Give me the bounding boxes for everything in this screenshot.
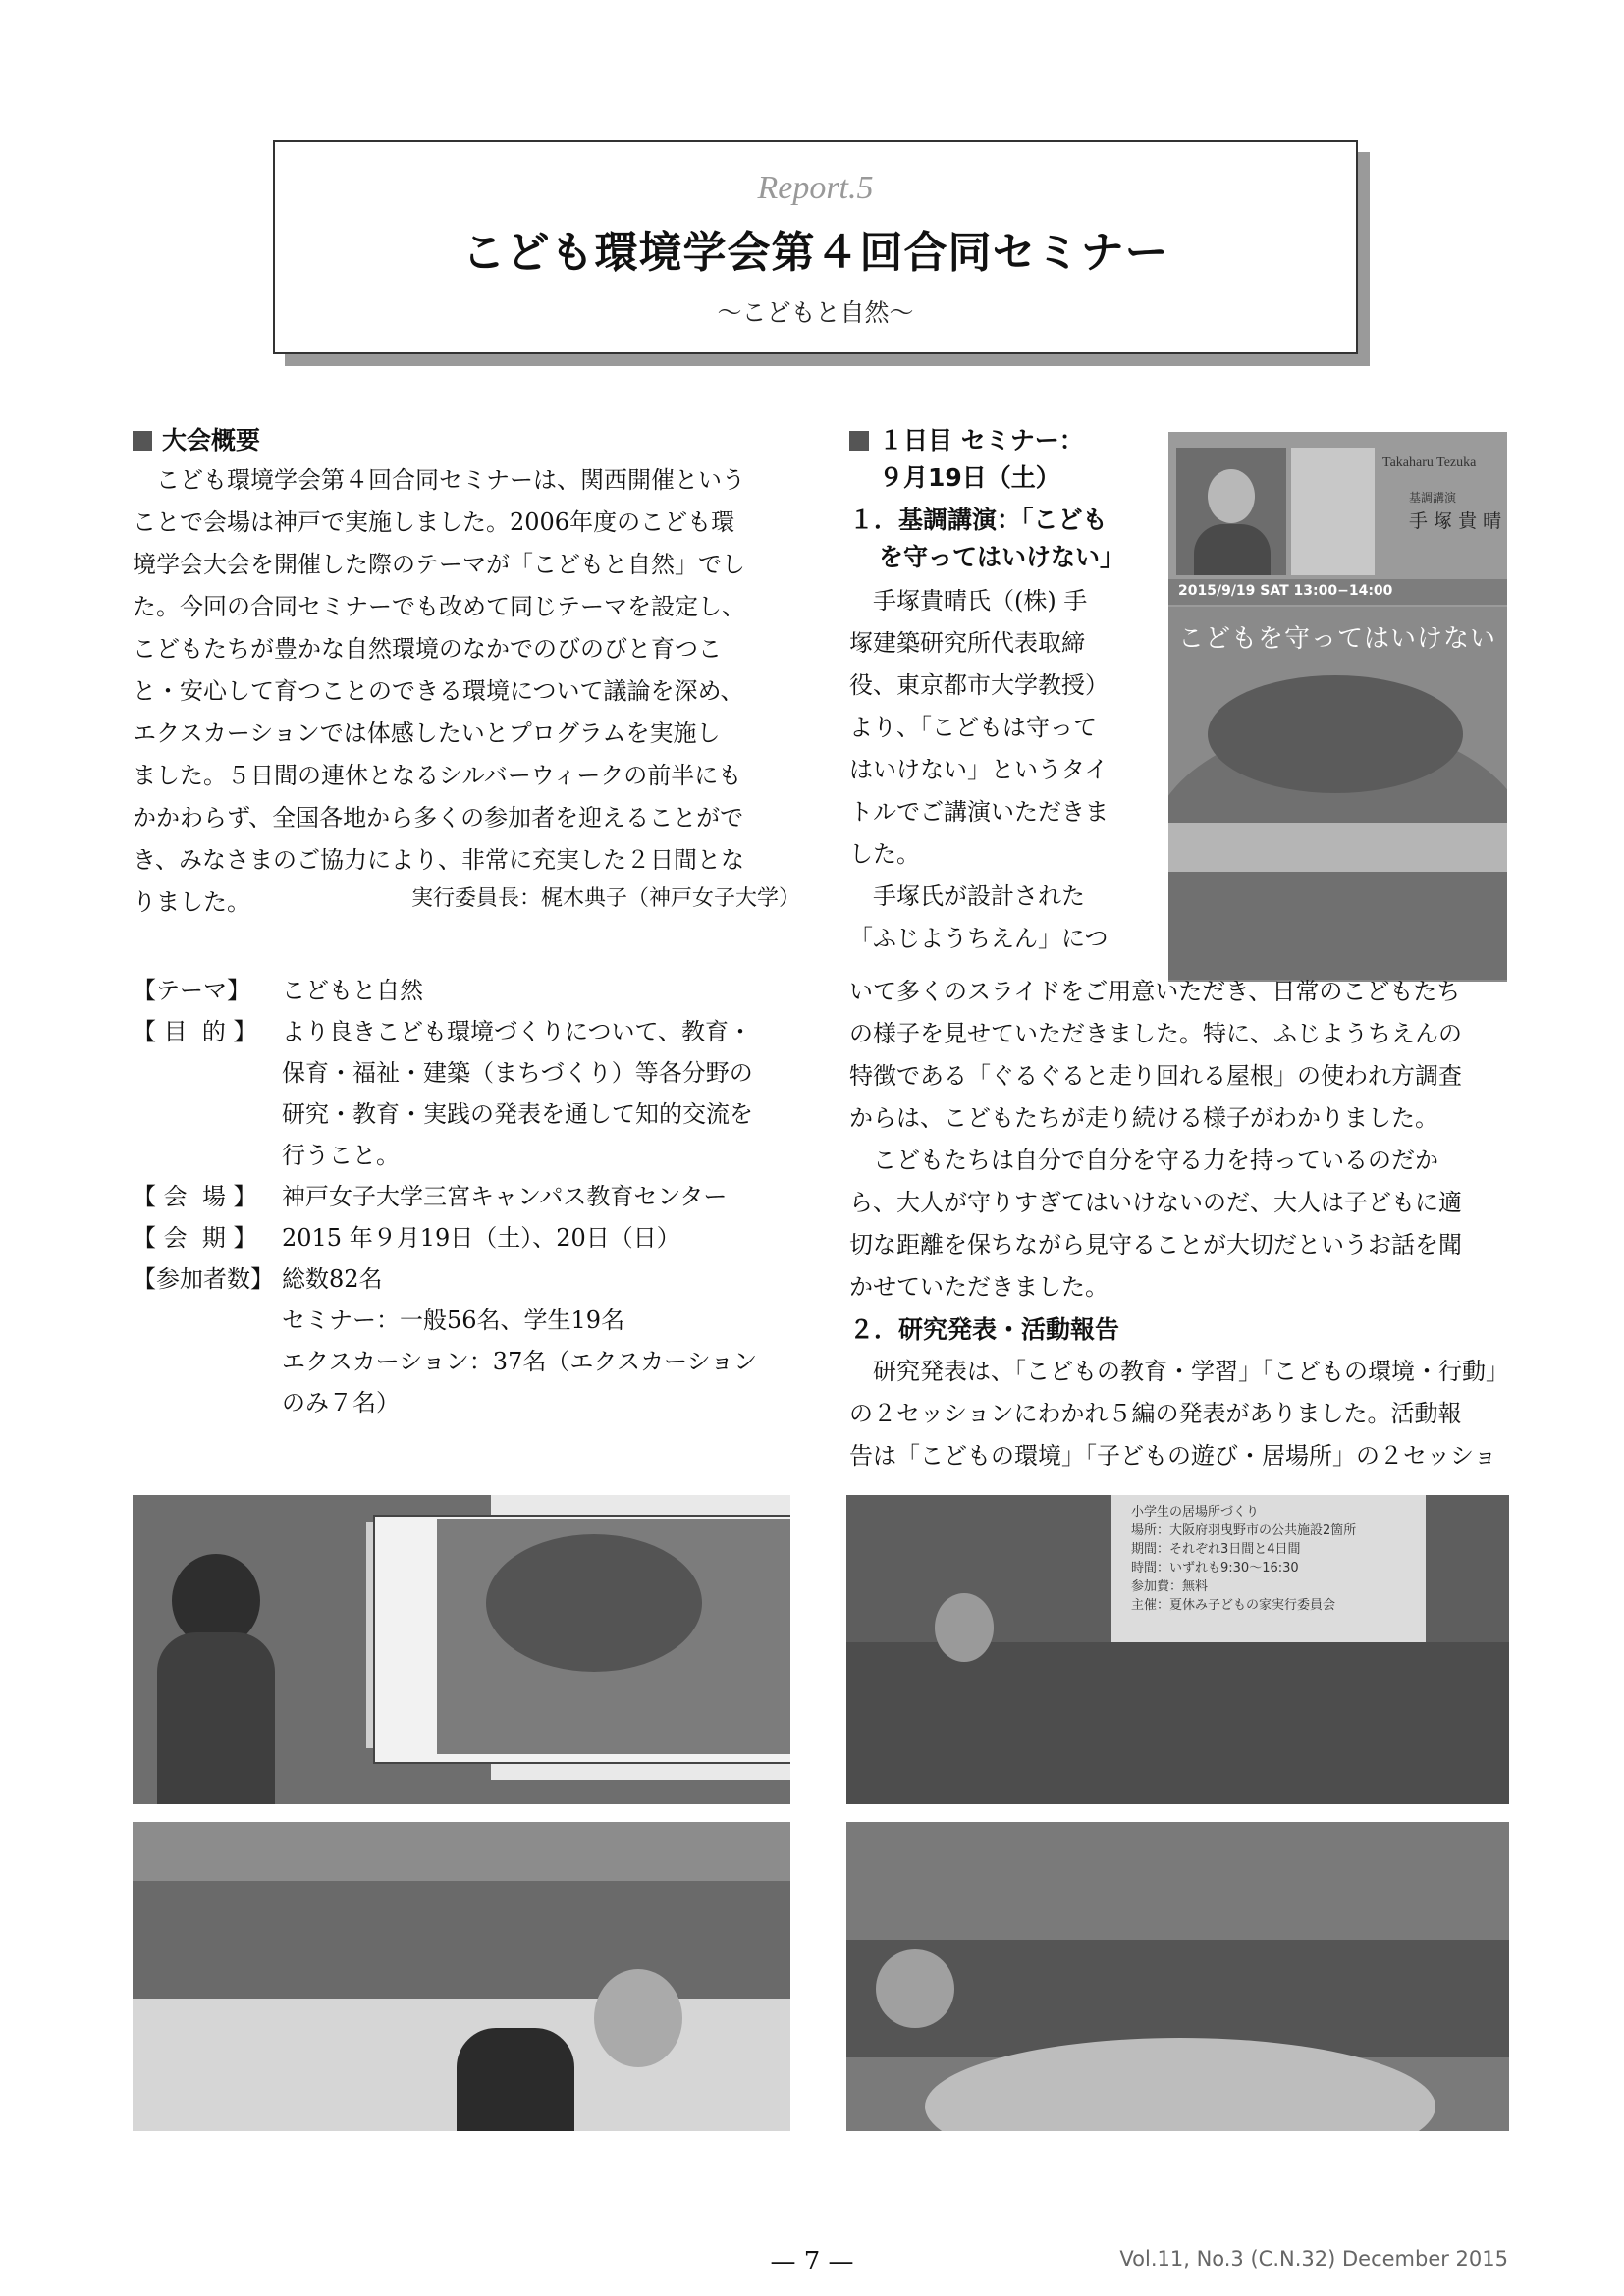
- keynote-title: １．基調講演：「こども を守ってはいけない」: [849, 506, 1125, 571]
- overview-heading: 大会概要: [133, 422, 800, 459]
- title-box: [273, 140, 1358, 354]
- research-title: ２．研究発表・活動報告: [849, 1315, 1120, 1344]
- photo-group-dinner: [846, 1822, 1509, 2131]
- detail-row: 【参加者数】 総数82名 セミナー：一般56名、学生19名 エクスカーション：37名（エクスカーション のみ７名）: [133, 1265, 758, 1416]
- overview-section: [133, 422, 800, 924]
- photo-lecture: [133, 1495, 790, 1804]
- volume-info: Vol.11, No.3 (C.N.32) December 2015: [1119, 2247, 1508, 2270]
- credit: 実行委員長：梶木典子（神戸女子大学）: [410, 886, 800, 911]
- photo-audience: [133, 1822, 790, 2131]
- event-details: [133, 970, 800, 1423]
- poster-datetime: 2015/9/19 SAT 13:00−14:00: [1178, 583, 1393, 599]
- detail-row: 【テーマ】 こどもと自然: [133, 977, 423, 1004]
- detail-row: 【 会 期 】 2015 年９月19日（土）、20日（日）: [133, 1224, 680, 1252]
- poster-role: 基調講演: [1409, 491, 1457, 505]
- seminar-heading: １日目 セミナー： ９月19日（土）: [849, 422, 1154, 497]
- poster-image: [1168, 432, 1507, 982]
- seminar-text-continued: いて多くのスライドをご用意いただき、日常のこどもたち の様子を見せていただきました。特に、ふじようちえんの 特徴である「ぐるぐると走り回れる屋根」の使われ方調査 からは、こどもたちが走り続ける様子がわかりました。 こどもたちは自分で自分を守る力を持っているのだか ら、大人が守りすぎてはいけないのだ、大人は子どもに適 切な距離を保ちながら見守ることが大切だというお話を聞 かせていただきました。 ２．研究発表・活動報告 研究発表は、「こどもの教育・学習」「こどもの環境・行動」 の２セッションにわかれ５編の発表がありました。活動報 告は「こどもの環境」「子どもの遊び・居場所」の２セッショ: [849, 971, 1517, 1477]
- speaker-photo: [1176, 448, 1286, 575]
- page-title: こども環境学会第４回合同セミナー: [461, 228, 1169, 278]
- detail-row: 【 目 的 】 より良きこども環境づくりについて、教育・ 保育・福祉・建築（まちづくり）等各分野の 研究・教育・実践の発表を通して知的交流を 行うこと。: [133, 1018, 753, 1169]
- overview-text: こども環境学会第４回合同セミナーは、関西開催という ことで会場は神戸で実施しました。2006年度のこども環 境学会大会を開催した際のテーマが「こどもと自然」でし た。今回の合同セミナーでも改めて同じテーマを設定し、 こどもたちが豊かな自然環境のなかでのびのびと育つこ と・安心して育つことのできる環境について議論を深め、 エクスカーションでは体感したいとプログラムを実施し ました。５日間の連休となるシルバーウィークの前半にも かかわらず、全国各地から多くの参加者を迎えることがで き、みなさまのご協力により、非常に充実した２日間とな りました。 実行委員長：梶木典子（神戸女子大学）: [133, 459, 800, 924]
- poster-title: こどもを守ってはいけない: [1178, 624, 1497, 654]
- keynote-text: 手塚貴晴氏（(株) 手 塚建築研究所代表取締 役、東京都市大学教授） より、「こどもは守って はいけない」というタイ トルでご講演いただきま した。 手塚氏が設計された 「ふじようちえん」につ: [849, 587, 1109, 952]
- poster-name-en: Takaharu Tezuka: [1382, 455, 1477, 470]
- page-number: — 7 —: [770, 2247, 854, 2276]
- building-photo: [1291, 448, 1375, 575]
- page-subtitle: 〜こどもと自然〜: [717, 298, 914, 327]
- poster-name: 手 塚 貴 晴: [1409, 510, 1502, 532]
- poster-photo: [1168, 607, 1507, 982]
- slide-text: 小学生の居場所づくり 場所：大阪府羽曳野市の公共施設2箇所 期間：それぞれ3日間と4日間 時間：いずれも9:30〜16:30 参加費：無料 主催：夏休み子どもの家実行委員会: [1131, 1505, 1357, 1613]
- square-bullet-icon: [133, 431, 152, 451]
- detail-row: 【 会 場 】 神戸女子大学三宮キャンパス教育センター: [133, 1183, 728, 1210]
- photo-presentation: [846, 1495, 1509, 1804]
- square-bullet-icon: [849, 431, 869, 451]
- report-label: Report.5: [757, 170, 874, 206]
- seminar-section: [849, 422, 1154, 960]
